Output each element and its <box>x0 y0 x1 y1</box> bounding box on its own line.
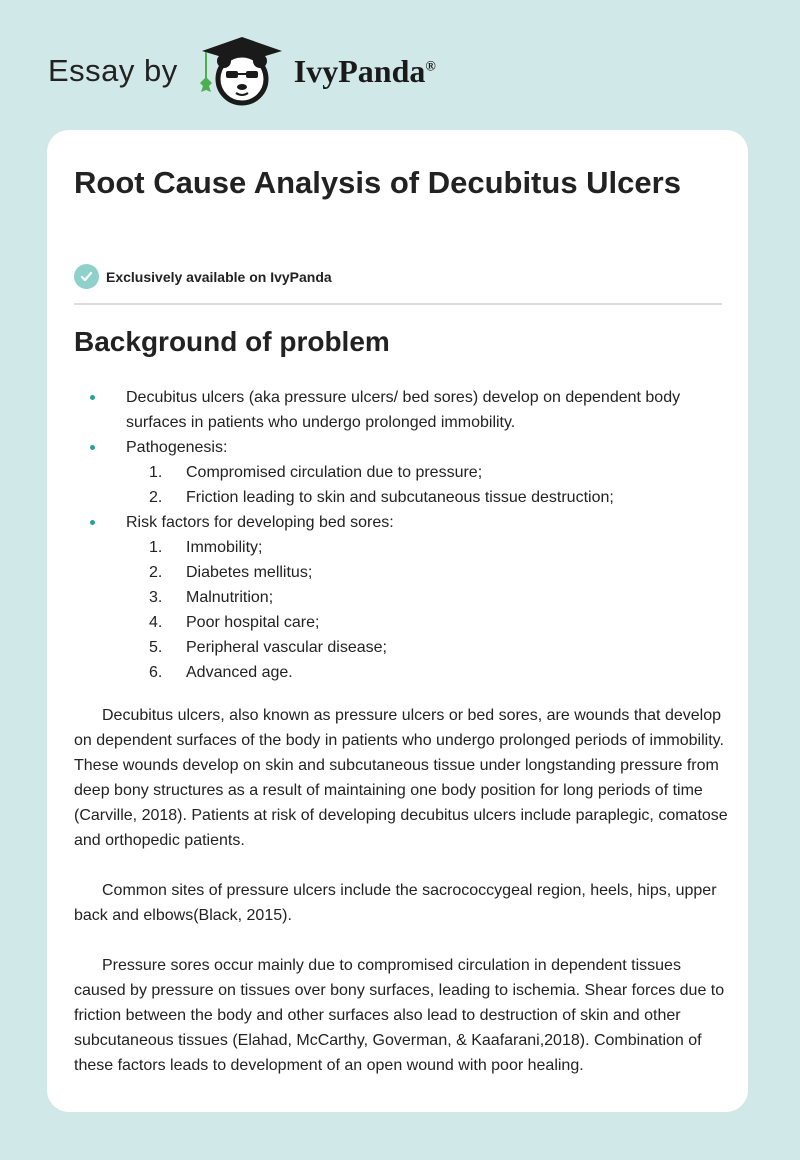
numbered-list <box>126 460 734 510</box>
list-item: Pathogenesis: 1. Compromised circulation due to pressure; 2. Friction leading to skin and subcutaneous tissue destruction; <box>74 435 734 510</box>
list-item: 1. Compromised circulation due to pressure; <box>149 464 483 481</box>
ivypanda-logo-text: IvyPanda® <box>293 52 436 89</box>
list-item: 2. Diabetes mellitus; <box>149 564 313 581</box>
paragraph: Decubitus ulcers, also known as pressure ulcers or bed sores, are wounds that develop on dependent surfaces of the body in patients who undergo prolonged periods of immobility. These wounds develop on skin and subcutaneous tissue under longstanding pressure from deep bony structures as a result of maintaining one body position for long periods of time (Carville, 2018). Patients at risk of developing decubitus ulcers include paraplegic, comatose and orthopedic patients. <box>74 707 728 849</box>
paragraph: Pressure sores occur mainly due to compromised circulation in dependent tissues caused by pressure on tissues over bony surfaces, leading to ischemia. Shear forces due to friction between the body and other surfaces also lead to destruction of skin and other subcutaneous tissues (Elahad, McCarthy, Goverman, & Kaafarani,2018). Combination of these factors leads to development of an open wound with poor healing. <box>74 957 725 1074</box>
check-icon <box>74 264 99 289</box>
list-item: 4. Poor hospital care; <box>149 614 320 631</box>
list-item: Decubitus ulcers (aka pressure ulcers/ bed sores) develop on dependent body surfaces in patients who undergo prolonged immobility. <box>74 385 734 435</box>
badge-text: Exclusively available on IvyPanda <box>106 268 332 285</box>
brand-header <box>48 36 436 106</box>
list-item: 2. Friction leading to skin and subcutaneous tissue destruction; <box>149 489 614 506</box>
list-item: 5. Peripheral vascular disease; <box>149 639 387 656</box>
list-item: 1. Immobility; <box>149 539 263 556</box>
list-item: Risk factors for developing bed sores: 1. Immobility; 2. Diabetes mellitus; 3. Malnutrition; 4. Poor hospital care; 5. Peripheral vascular disease; 6. Advanced age. <box>74 510 734 685</box>
panda-logo-icon <box>198 35 282 107</box>
bullet-list <box>74 385 734 685</box>
list-item: 3. Malnutrition; <box>149 589 274 606</box>
paragraph: Common sites of pressure ulcers include the sacrococcygeal region, heels, hips, upper back and elbows(Black, 2015). <box>74 882 717 924</box>
list-item: 6. Advanced age. <box>149 664 293 681</box>
essay-by-label: Essay by <box>48 53 178 88</box>
section-heading: Background of problem <box>74 326 390 357</box>
numbered-list <box>126 535 734 685</box>
exclusive-badge <box>74 264 332 289</box>
essay-content <box>74 385 734 1078</box>
divider <box>74 303 722 305</box>
essay-card <box>47 130 748 1112</box>
page-title: Root Cause Analysis of Decubitus Ulcers <box>74 165 681 200</box>
